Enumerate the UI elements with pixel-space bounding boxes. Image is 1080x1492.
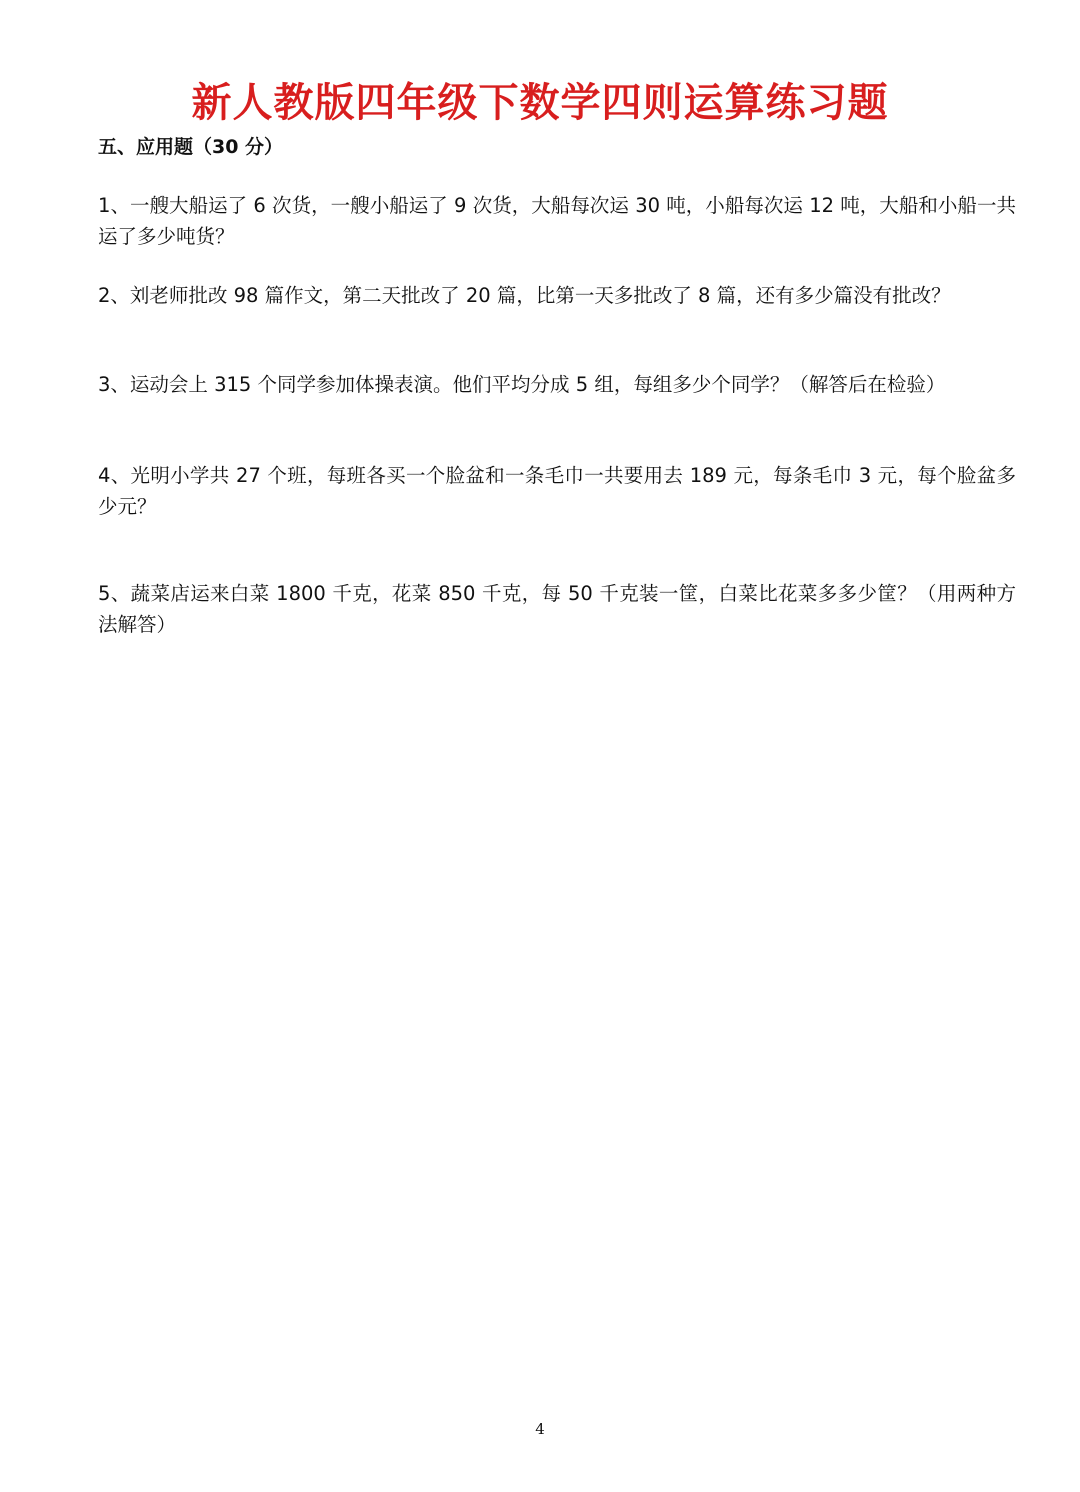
page-title: 新人教版四年级下数学四则运算练习题: [191, 79, 889, 126]
question-3: 3、运动会上 315 个同学参加体操表演。他们平均分成 5 组，每组多少个同学？（解答后在检验）: [98, 373, 946, 396]
question-5: 5、蔬菜店运来白菜 1800 千克，花菜 850 千克，每 50 千克装一筐，白菜比花菜多多少筐？（用两种方法解答）: [98, 582, 1016, 636]
question-1: 1、一艘大船运了 6 次货，一艘小船运了 9 次货，大船每次运 30 吨，小船每次运 12 吨，大船和小船一共运了多少吨货？: [98, 194, 1016, 248]
section-heading: 五、应用题（30 分）: [98, 136, 284, 158]
question-2: 2、刘老师批改 98 篇作文，第二天批改了 20 篇，比第一天多批改了 8 篇，还有多少篇没有批改？: [98, 284, 951, 307]
question-4: 4、光明小学共 27 个班，每班各买一个脸盆和一条毛巾一共要用去 189 元，每条毛巾 3 元，每个脸盆多少元？: [98, 464, 1016, 518]
page-number: 4: [535, 1420, 545, 1438]
